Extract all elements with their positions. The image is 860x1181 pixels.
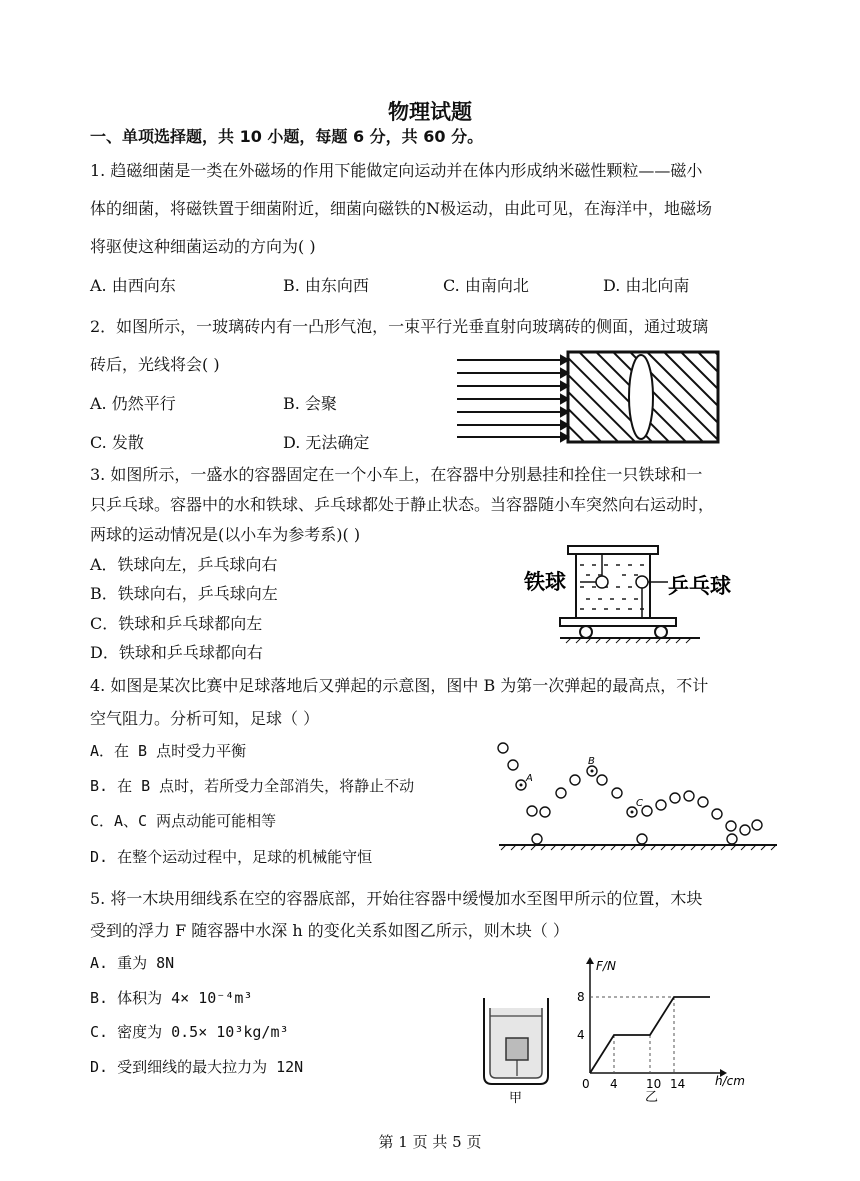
q4-option-c: C．A、C 两点动能可能相等 [90, 812, 277, 830]
y-axis-label: F/N [596, 959, 616, 973]
q4-line-2: 空气阻力。分析可知，足球（ ） [90, 709, 320, 728]
point-b-label: B [588, 756, 595, 767]
y-axis-arrow [586, 957, 594, 964]
q3-line-1: 3. 如图所示，一盛水的容器固定在一个小车上，在容器中分别悬挂和拴住一只铁球和一 [90, 465, 703, 484]
page-title: 物理试题 [388, 100, 472, 124]
x-tick-label: 14 [670, 1077, 686, 1091]
q5-option-b: B. 体积为 4× 10⁻⁴m³ [90, 989, 253, 1007]
figure-yi-label: 乙 [645, 1090, 659, 1105]
cart-container-figure [520, 540, 750, 645]
q2-option-c: C. 发散 [90, 433, 144, 452]
q5-line-1: 5. 将一木块用细线系在空的容器底部，开始往容器中缓慢加水至图甲所示的位置，木块 [90, 889, 703, 908]
q5-option-a: A. 重为 8N [90, 954, 175, 972]
x-tick-label: 0 [582, 1077, 590, 1091]
q4-option-d: D. 在整个运动过程中，足球的机械能守恒 [90, 848, 373, 866]
q2-option-b: B. 会聚 [283, 394, 337, 413]
figure-jia-label: 甲 [509, 1091, 523, 1104]
q3-line-3: 两球的运动情况是(以小车为参考系)( ) [90, 525, 361, 544]
q3-line-2: 只乒乓球。容器中的水和铁球、乒乓球都处于静止状态。当容器随小车突然向右运动时， [90, 495, 715, 514]
beaker-figure-jia [478, 994, 558, 1104]
q5-option-d: D. 受到细线的最大拉力为 12N [90, 1058, 304, 1076]
buoyancy-chart [565, 955, 785, 1105]
q1-option-c: C. 由南向北 [443, 276, 529, 295]
q5-option-c: C. 密度为 0.5× 10³kg/m³ [90, 1023, 289, 1041]
q4-line-1: 4. 如图是某次比赛中足球落地后又弹起的示意图，图中 B 为第一次弹起的最高点，不计 [90, 676, 709, 695]
x-tick-label: 10 [646, 1077, 662, 1091]
y-tick-label: 8 [577, 990, 585, 1004]
q3-option-a: A．铁球向左，乒乓球向右 [90, 555, 278, 574]
q3-option-c: C．铁球和乒乓球都向左 [90, 614, 263, 633]
point-c-label: C [636, 798, 643, 809]
q1-line-2: 体的细菌，将磁铁置于细菌附近，细菌向磁铁的N极运动，由此可见，在海洋中，地磁场 [90, 199, 713, 218]
x-axis-label: h/cm [715, 1074, 745, 1088]
section-heading: 一、单项选择题，共 10 小题，每题 6 分，共 60 分。 [90, 127, 484, 146]
q2-option-a: A. 仍然平行 [90, 394, 176, 413]
q2-line-1: 2．如图所示，一玻璃砖内有一凸形气泡，一束平行光垂直射向玻璃砖的侧面，通过玻璃 [90, 317, 709, 336]
q2-line-2: 砖后，光线将会( ) [90, 355, 220, 374]
glass-brick-figure [455, 348, 725, 448]
q3-option-b: B．铁球向右，乒乓球向左 [90, 584, 278, 603]
point-a-label: A [526, 773, 533, 784]
page-footer: 第 1 页 共 5 页 [378, 1133, 482, 1151]
q4-option-b: B. 在 B 点时，若所受力全部消失，将静止不动 [90, 777, 415, 795]
q4-option-a: A．在 B 点时受力平衡 [90, 742, 247, 760]
q1-line-3: 将驱使这种细菌运动的方向为( ) [90, 237, 316, 256]
q1-option-d: D. 由北向南 [603, 276, 690, 295]
football-bounce-figure [495, 735, 780, 853]
iron-ball-label: 铁球 [524, 570, 566, 594]
q2-option-d: D. 无法确定 [283, 433, 370, 452]
x-tick-label: 4 [610, 1077, 618, 1091]
y-tick-label: 4 [577, 1028, 585, 1042]
q1-option-b: B. 由东向西 [283, 276, 369, 295]
ping-pong-ball-label: 乒乓球 [668, 574, 731, 598]
q1-option-a: A. 由西向东 [90, 276, 176, 295]
q3-option-d: D．铁球和乒乓球都向右 [90, 643, 263, 662]
q1-line-1: 1. 趋磁细菌是一类在外磁场的作用下能做定向运动并在体内形成纳米磁性颗粒——磁小 [90, 161, 703, 180]
q5-line-2: 受到的浮力 F 随容器中水深 h 的变化关系如图乙所示，则木块（ ） [90, 921, 569, 940]
